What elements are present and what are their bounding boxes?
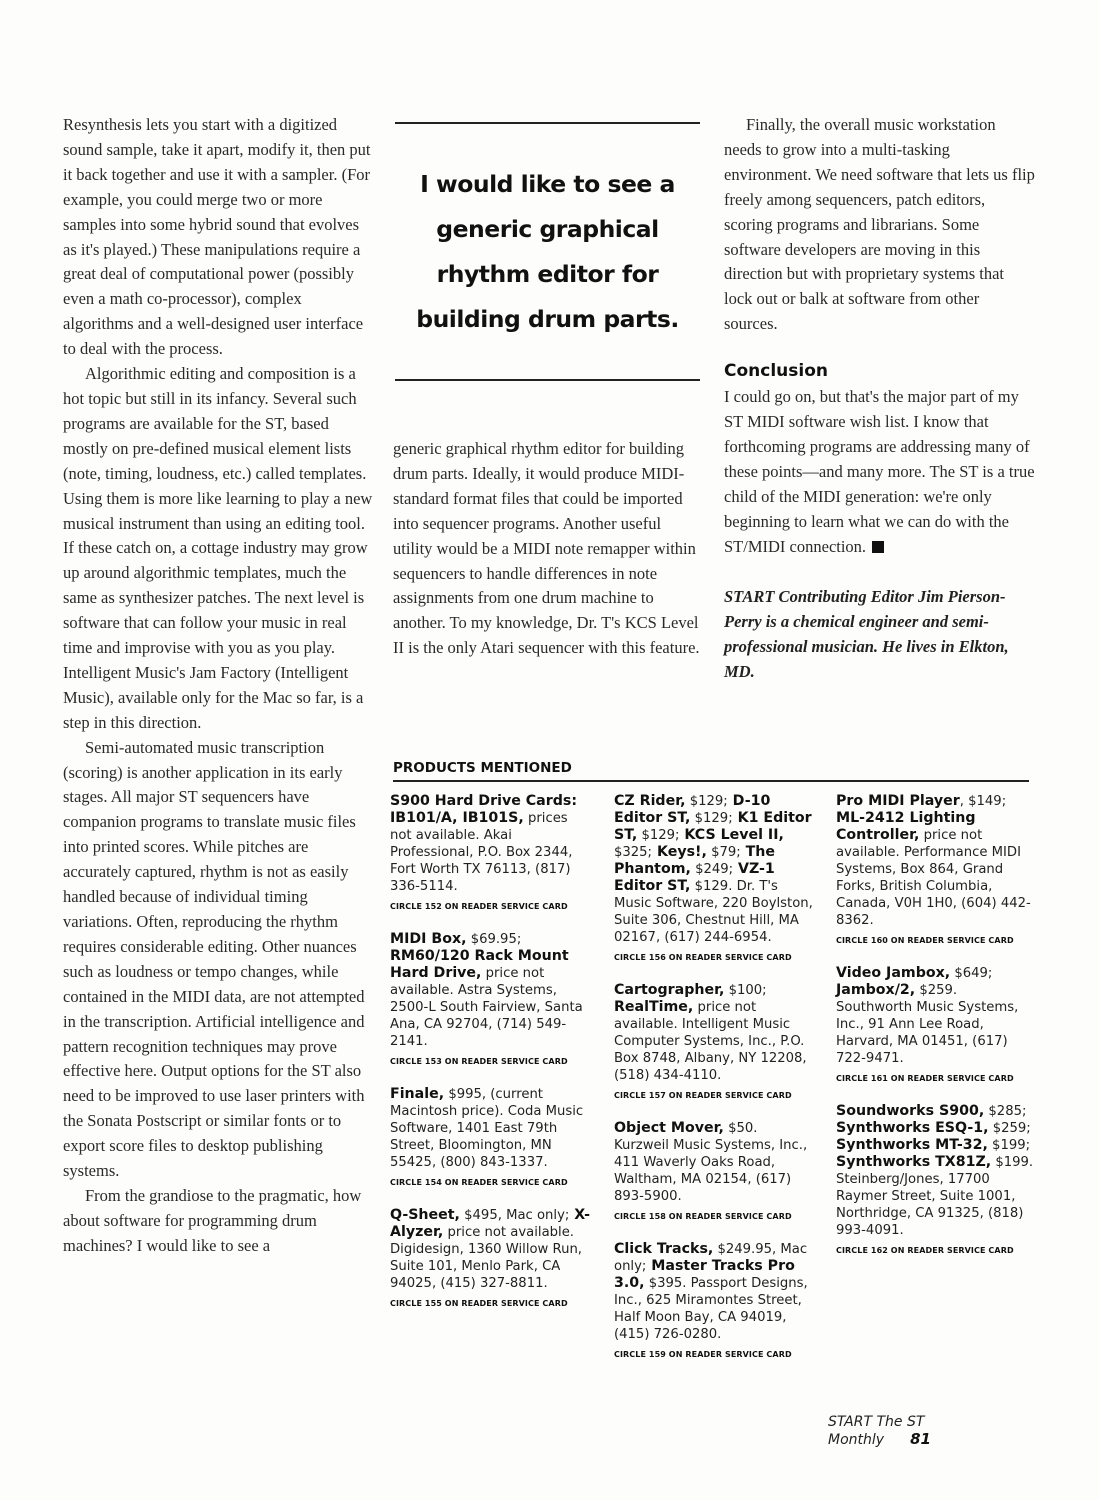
- product-price: $129;: [637, 828, 680, 843]
- reader-service-note: CIRCLE 155 ON READER SERVICE CARD: [390, 1299, 568, 1308]
- product-title: D-10 Editor ST,: [614, 793, 771, 826]
- product-title: Pro MIDI Player: [836, 793, 960, 809]
- product-title: RM60/120 Rack Mount Hard Drive,: [390, 948, 569, 981]
- product-title: Cartographer,: [614, 982, 725, 998]
- product-details: $129. Dr. T's Music Software, 220 Boylston, Suite 306, Chestnut Hill, MA 02167, (617) 244-6954.: [614, 879, 813, 945]
- reader-service-note: CIRCLE 157 ON READER SERVICE CARD: [614, 1091, 792, 1100]
- product-title: Synthworks ESQ-1,: [836, 1120, 989, 1136]
- reader-service-note: CIRCLE 159 ON READER SERVICE CARD: [614, 1350, 792, 1359]
- product-entry: [614, 793, 814, 966]
- page-number: 81: [910, 1430, 931, 1448]
- product-entry: [390, 931, 590, 1070]
- product-price: $129;: [690, 811, 733, 826]
- product-details: $199. Steinberg/Jones, 17700 Raymer Street, Suite 1001, Northridge, CA 91325, (818) 993-4091.: [836, 1155, 1034, 1238]
- product-details: price not available. Performance MIDI Systems, Box 864, Grand Forks, British Columbia, Canada, V0H 1H0, (604) 442-8362.: [836, 828, 1031, 928]
- body-paragraph: Semi-automated music transcription (scoring) is another application in its early stages. All major ST sequencers have companion programs to translate music files into printed scores. While pitches are accurately captured, rhythm is not as easily handled because of individual timing variations. Often, reproducing the rhythm requires considerable editing. Other nuances such as loudness or tempo changes, while contained in the MIDI data, are not attempted in the transcription. Artificial intelligence and pattern recognition techniques may prove effective here. Output options for the ST also need to be improved to use laser printers with the Sonata Postscript or similar fonts or to export score files to desktop publishing systems.: [63, 737, 365, 1181]
- product-title: MIDI Box,: [390, 931, 467, 947]
- products-rule: [393, 780, 1029, 782]
- reader-service-note: CIRCLE 162 ON READER SERVICE CARD: [836, 1246, 1014, 1255]
- products-heading: PRODUCTS MENTIONED: [393, 760, 572, 776]
- body-paragraph: generic graphical rhythm editor for building drum parts. Ideally, it would produce MIDI-standard format files that could be imported into sequencer programs. Another useful utility would be a MIDI note remapper within sequencers to handle differences in note assignments from one drum machine to another. To my knowledge, Dr. T's KCS Level II is the only Atari sequencer with this feature.: [393, 439, 700, 658]
- product-price: $249;: [690, 862, 734, 877]
- product-title: The Phantom,: [614, 844, 776, 877]
- product-title: Finale,: [390, 1086, 445, 1102]
- products-column: [390, 793, 590, 1328]
- product-details: $395. Passport Designs, Inc., 625 Miramontes Street, Half Moon Bay, CA 94019, (415) 726-0280.: [614, 1276, 808, 1342]
- product-details: $259. Southworth Music Systems, Inc., 91 Ann Lee Road, Harvard, MA 01451, (617) 722-9471.: [836, 983, 1019, 1066]
- body-paragraph: From the grandiose to the pragmatic, how about software for programming drum machines? I would like to see a: [63, 1185, 362, 1255]
- product-price: $285;: [984, 1104, 1027, 1119]
- body-paragraph: Resynthesis lets you start with a digitized sound sample, take it apart, modify it, then put it back together and use it with a sampler. (For example, you could merge two or more samples into some hybrid sound that evolves as it's played.) These manipulations require a great deal of computational power (possibly even a math co-processor), complex algorithms and a well-designed user interface to deal with the process.: [63, 115, 371, 359]
- product-title: X-Alyzer,: [390, 1207, 590, 1240]
- reader-service-note: CIRCLE 154 ON READER SERVICE CARD: [390, 1178, 568, 1187]
- product-details: price not available. Astra Systems, 2500-L South Fairview, Santa Ana, CA 92704, (714) 549-2141.: [390, 966, 583, 1049]
- reader-service-note: CIRCLE 156 ON READER SERVICE CARD: [614, 953, 792, 962]
- product-entry: [836, 1103, 1036, 1259]
- product-title: CZ Rider,: [614, 793, 686, 809]
- product-details: price not available. Intelligent Music Computer Systems, Inc., P.O. Box 8748, Albany, NY 12208, (518) 434-4110.: [614, 1000, 807, 1083]
- product-entry: [614, 1241, 814, 1363]
- product-title: RealTime,: [614, 999, 694, 1015]
- product-entry: [614, 982, 814, 1104]
- product-title: ML-2412 Lighting Controller,: [836, 810, 976, 843]
- product-price: $249.95, Mac only;: [614, 1242, 808, 1274]
- article-column-right: [724, 113, 1036, 684]
- product-entry: [614, 1120, 814, 1225]
- reader-service-note: CIRCLE 152 ON READER SERVICE CARD: [390, 902, 568, 911]
- product-title: Soundworks S900,: [836, 1103, 985, 1119]
- product-price: $199;: [987, 1138, 1031, 1153]
- product-price: , $149;: [959, 794, 1007, 809]
- products-column: [614, 793, 814, 1379]
- magazine-name: START The ST Monthly: [828, 1414, 925, 1448]
- pull-quote-rule-bottom: [395, 379, 700, 381]
- reader-service-note: CIRCLE 153 ON READER SERVICE CARD: [390, 1057, 568, 1066]
- product-entry: [390, 1086, 590, 1191]
- product-price: $69.95;: [466, 932, 522, 947]
- product-title: Q-Sheet,: [390, 1207, 460, 1223]
- reader-service-note: CIRCLE 158 ON READER SERVICE CARD: [614, 1212, 792, 1221]
- product-title: S900 Hard Drive Cards: IB101/A, IB101S,: [390, 793, 578, 826]
- product-title: Click Tracks,: [614, 1241, 714, 1257]
- body-paragraph: Algorithmic editing and composition is a hot topic but still in its infancy. Several such programs are available for the ST, based mostly on pre-defined musical element lists (note, timing, loudness, etc.) called templates. Using them is more like learning to play a new musical instrument than using an editing tool. If these catch on, a cottage industry may grow up around algorithmic templates, much the same as synthesizer patches. The next level is software that can follow your music in real time and improvise with you as you play. Intelligent Music's Jam Factory (Intelligent Music), available only for the Mac so far, is a step in this direction.: [63, 364, 373, 732]
- pull-quote-rule-top: [395, 122, 700, 124]
- products-column: [836, 793, 1036, 1275]
- product-details: $50. Kurzweil Music Systems, Inc., 411 Waverly Oaks Road, Waltham, MA 02154, (617) 893-5900.: [614, 1121, 808, 1204]
- product-entry: [390, 793, 590, 915]
- product-price: $129;: [685, 794, 728, 809]
- author-bio: START Contributing Editor Jim Pierson-Perry is a chemical engineer and semi-professional musician. He lives in Elkton, MD.: [724, 586, 1009, 681]
- section-heading: Conclusion: [724, 361, 828, 382]
- article-column-middle: [393, 437, 703, 661]
- product-title: Video Jambox,: [836, 965, 951, 981]
- body-paragraph: Finally, the overall music workstation needs to grow into a multi-tasking environment. We need software that lets us flip freely among sequencers, patch editors, scoring programs and librarians. Some software developers are moving in this direction but with proprietary systems that lock out or balk at software from other sources.: [724, 115, 1035, 334]
- product-title: Jambox/2,: [836, 982, 916, 998]
- product-details: prices not available. Akai Professional, P.O. Box 2344, Fort Worth TX 76113, (817) 336-5114.: [390, 811, 573, 894]
- product-title: VZ-1 Editor ST,: [614, 861, 775, 894]
- product-details: $995, (current Macintosh price). Coda Music Software, 1401 East 79th Street, Bloomington, MN 55425, (800) 843-1337.: [390, 1087, 584, 1170]
- product-price: $325;: [614, 845, 653, 860]
- product-price: $259;: [988, 1121, 1031, 1136]
- page-footer: [828, 1414, 1028, 1448]
- pull-quote: I would like to see a generic graphical rhythm editor for building drum parts.: [416, 170, 679, 333]
- product-details: price not available. Digidesign, 1360 Willow Run, Suite 101, Menlo Park, CA 94025, (415) 327-8811.: [390, 1225, 583, 1291]
- product-title: Synthworks MT-32,: [836, 1137, 988, 1153]
- product-title: KCS Level II,: [679, 827, 784, 843]
- article-column-left: [63, 113, 373, 1259]
- conclusion-paragraph: [724, 385, 1036, 559]
- product-price: $79;: [706, 845, 741, 860]
- conclusion-text: I could go on, but that's the major part of my ST MIDI software wish list. I know that forthcoming programs are addressing many of these points—and many more. The ST is a true child of the MIDI generation: we're only beginning to learn what we can do with the ST/MIDI connection.: [724, 387, 1035, 556]
- reader-service-note: CIRCLE 161 ON READER SERVICE CARD: [836, 1074, 1014, 1083]
- product-title: K1 Editor ST,: [614, 810, 812, 843]
- product-entry: [390, 1207, 590, 1312]
- product-entry: [836, 965, 1036, 1087]
- product-price: $649;: [950, 966, 993, 981]
- reader-service-note: CIRCLE 160 ON READER SERVICE CARD: [836, 936, 1014, 945]
- product-title: Keys!,: [652, 844, 707, 860]
- product-entry: [836, 793, 1036, 949]
- end-mark: [872, 541, 884, 553]
- product-price: $100;: [724, 983, 767, 998]
- product-title: Synthworks TX81Z,: [836, 1154, 992, 1170]
- product-title: Object Mover,: [614, 1120, 724, 1136]
- product-title: Master Tracks Pro 3.0,: [614, 1258, 795, 1291]
- product-price: $495, Mac only;: [459, 1208, 570, 1223]
